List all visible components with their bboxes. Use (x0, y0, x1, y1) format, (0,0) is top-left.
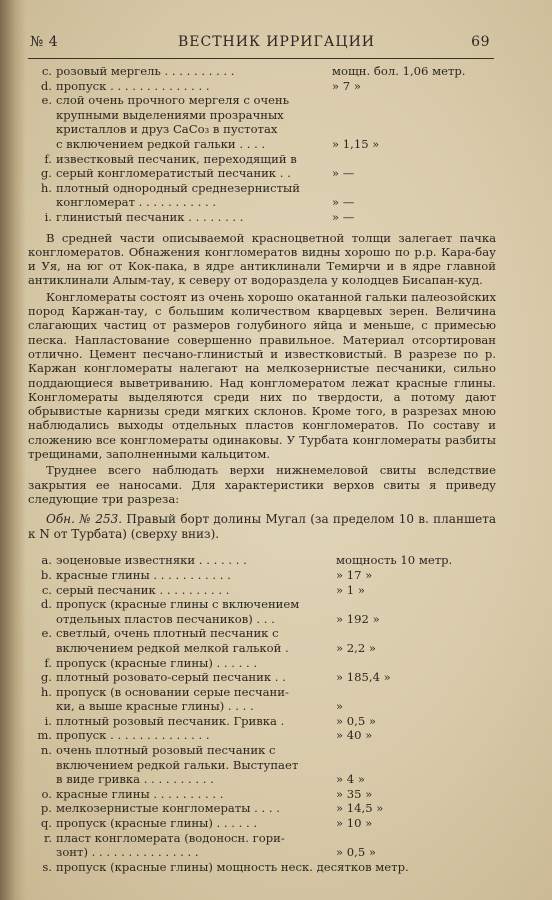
layer-row (28, 656, 496, 671)
layer-description: эоценовые известняки . . . . . . . (56, 553, 247, 568)
layer-description: серый конгломератистый песчаник . . (56, 166, 291, 181)
layer-description: пропуск (красные глины) . . . . . . (56, 816, 258, 831)
page-number: 69 (471, 34, 490, 50)
layer-thickness: » 35 » (336, 786, 373, 801)
issue-number: № 4 (30, 34, 59, 50)
layer-row (28, 831, 496, 846)
layer-row (28, 93, 496, 108)
layer-row (28, 583, 496, 598)
layer-row (28, 152, 496, 167)
layer-thickness: » 10 » (336, 816, 373, 831)
layer-thickness: » (336, 699, 344, 714)
layer-description: плотный розовый песчаник. Гривка . (56, 713, 285, 728)
layer-row (28, 195, 496, 210)
layer-letter: h. (40, 180, 52, 195)
book-gutter-shadow (0, 0, 26, 900)
layer-row (28, 79, 496, 94)
layer-row (28, 568, 496, 583)
layer-description: пропуск . . . . . . . . . . . . . . (56, 78, 210, 93)
layer-description: зонт) . . . . . . . . . . . . . . . (56, 845, 199, 860)
layer-description: очень плотный розовый песчаник с (56, 743, 276, 758)
layer-letter: d. (40, 597, 52, 612)
layer-row (28, 758, 496, 773)
layer-row (28, 772, 496, 787)
layer-description: конгломерат . . . . . . . . . . . (56, 195, 217, 210)
layer-row (28, 816, 496, 831)
layer-row (28, 670, 496, 685)
layer-description: красные глины . . . . . . . . . . (56, 786, 224, 801)
layer-row (28, 801, 496, 816)
layer-letter: n. (40, 743, 52, 758)
layer-letter: o. (41, 786, 52, 801)
layer-row (28, 641, 496, 656)
layer-row (28, 845, 496, 860)
layer-row (28, 743, 496, 758)
layer-description: глинистый песчаник . . . . . . . . (56, 209, 244, 224)
layer-row (28, 714, 496, 729)
layer-thickness: » 14,5 » (336, 801, 384, 816)
layer-letter: r. (44, 830, 52, 845)
layer-letter: a. (41, 553, 52, 568)
paragraph-3: Труднее всего наблюдать верхи нижнемеловой свиты вследствие закрытия ее наносами. Для характеристики верхов свиты я приведу следующие три разреза: (28, 463, 496, 506)
layer-thickness: » 40 » (336, 728, 373, 743)
layer-thickness: мощн. бол. 1,06 метр. (332, 64, 466, 78)
layer-description: мелкозернистые конгломераты . . . . (56, 801, 280, 816)
layer-thickness: » 0,5 » (336, 845, 376, 860)
layer-thickness: » 1 » (336, 582, 365, 597)
layer-description: с включением редкой гальки . . . . (56, 136, 266, 151)
layer-letter: p. (40, 801, 52, 816)
section-list-1 (28, 64, 496, 225)
paragraph-1: В средней части описываемой красноцветной толщи залегает пачка конгломератов. Обнажения конгломератов видны хорошо по р.р. Кара-бау и Уя, на юг от Кок-пака, в ядре антиклинали Темирчи и в ядре главной антиклинали Алым-тау, к северу от водораздела у колодцев Бисапан-куд. (28, 230, 496, 288)
layer-row (28, 64, 496, 79)
layer-thickness: » 2,2 » (336, 640, 376, 655)
layer-row (28, 553, 496, 568)
layer-row (28, 597, 496, 612)
layer-row (28, 728, 496, 743)
layer-description: пропуск (в основании серые песчани- (56, 684, 289, 699)
layer-description: пропуск (красные глины) мощность неск. десятков метр. (56, 859, 409, 874)
layer-row (28, 685, 496, 700)
layer-thickness: » 17 » (336, 567, 373, 582)
layer-description: розовый мергель . . . . . . . . . . (56, 64, 235, 78)
layer-description: пропуск (красные глины) . . . . . . (56, 655, 258, 670)
layer-row (28, 166, 496, 181)
layer-letter: e. (41, 93, 52, 108)
section-list-2 (28, 553, 496, 874)
layer-thickness: мощность 10 метр. (336, 553, 453, 568)
layer-row (28, 210, 496, 225)
layer-letter: i. (44, 209, 52, 224)
layer-letter: d. (40, 78, 52, 93)
layer-thickness: » 4 » (336, 772, 365, 787)
layer-row (28, 787, 496, 802)
layer-thickness: » 7 » (332, 78, 361, 93)
layer-thickness: » 192 » (336, 611, 380, 626)
layer-thickness: » — (332, 195, 355, 210)
layer-description: крупными выделениями прозрачных (56, 107, 284, 122)
layer-description: серый песчаник . . . . . . . . . . (56, 582, 230, 597)
layer-letter: e. (41, 626, 52, 641)
layer-letter: b. (40, 567, 52, 582)
layer-row (28, 137, 496, 152)
layer-description: пропуск (красные глины с включением (56, 597, 300, 612)
running-header (30, 34, 490, 54)
layer-row (28, 108, 496, 123)
layer-letter: i. (44, 713, 52, 728)
paragraph-2: Конгломераты состоят из очень хорошо окатанной гальки палеозойских пород Каржан-тау, с большим количеством кварцевых зерен. Величина слагающих частиц от размеров голубиного яйца и меньше, с примесью песка. Напластование совершенно правильное. Материал отсортирован отлично. Цемент песчано-глинистый и известковистый. В разрезе по р. Каржан конгломераты налегают на мелкозернистые песчаники, сильно поддающиеся выветриванию. Над конгломератом лежат красные глины. Конгломераты выделяются среди них по твердости, а потому дают обрывистые карнизы среди мягких склонов. Кроме того, в разрезах мною наблюдались выходы отдельных пластов конгломератов. По составу и сложению все конгломераты одинаковы. У Турбата конгломераты разбиты трещинами, заполненными кальцитом. (28, 289, 496, 461)
layer-description: ки, а выше красные глины) . . . . (56, 699, 254, 714)
outcrop-number: Обн. № 253. (46, 512, 123, 527)
layer-letter: s. (42, 859, 52, 874)
layer-letter: f. (44, 151, 52, 166)
layer-thickness: » 1,15 » (332, 136, 380, 151)
layer-description: пропуск . . . . . . . . . . . . . . (56, 728, 210, 743)
layer-thickness: » 185,4 » (336, 670, 391, 685)
layer-letter: h. (40, 684, 52, 699)
layer-row (28, 860, 496, 875)
layer-description: плотный розовато-серый песчаник . . (56, 670, 286, 685)
journal-title: ВЕСТНИК ИРРИГАЦИИ (178, 34, 376, 50)
outcrop-description: Правый борт долины Мугал (за пределом 10 в. планшета к N от Турбата) (сверху вниз). (28, 512, 496, 541)
layer-letter: c. (41, 582, 52, 597)
layer-letter: q. (40, 816, 52, 831)
layer-thickness: » 0,5 » (336, 713, 376, 728)
page-body (28, 64, 496, 874)
layer-description: включением редкой мелкой галькой . (56, 640, 289, 655)
layer-description: в виде гривка . . . . . . . . . . (56, 772, 214, 787)
layer-description: красные глины . . . . . . . . . . . (56, 567, 231, 582)
layer-description: известковый песчаник, переходящий в (56, 151, 297, 166)
layer-row (28, 181, 496, 196)
layer-letter: g. (40, 670, 52, 685)
layer-letter: f. (44, 655, 52, 670)
layer-row (28, 612, 496, 627)
layer-thickness: » — (332, 166, 355, 181)
layer-letter: m. (37, 728, 52, 743)
layer-letter: c. (41, 64, 52, 78)
outcrop-caption (28, 512, 496, 541)
layer-thickness: » — (332, 209, 355, 224)
layer-row (28, 699, 496, 714)
layer-description: пласт конгломерата (водоносн. гори- (56, 830, 285, 845)
layer-letter: g. (40, 166, 52, 181)
layer-description: включением редкой гальки. Выступает (56, 757, 299, 772)
layer-description: слой очень прочного мергеля с очень (56, 93, 290, 108)
layer-description: плотный однородный среднезернистый (56, 180, 301, 195)
layer-description: кристаллов и друз CaCo₃ в пустотах (56, 122, 278, 137)
layer-row (28, 122, 496, 137)
header-rule (28, 58, 494, 59)
layer-description: светлый, очень плотный песчаник с (56, 626, 279, 641)
layer-row (28, 626, 496, 641)
layer-description: отдельных пластов песчаников) . . . (56, 611, 275, 626)
